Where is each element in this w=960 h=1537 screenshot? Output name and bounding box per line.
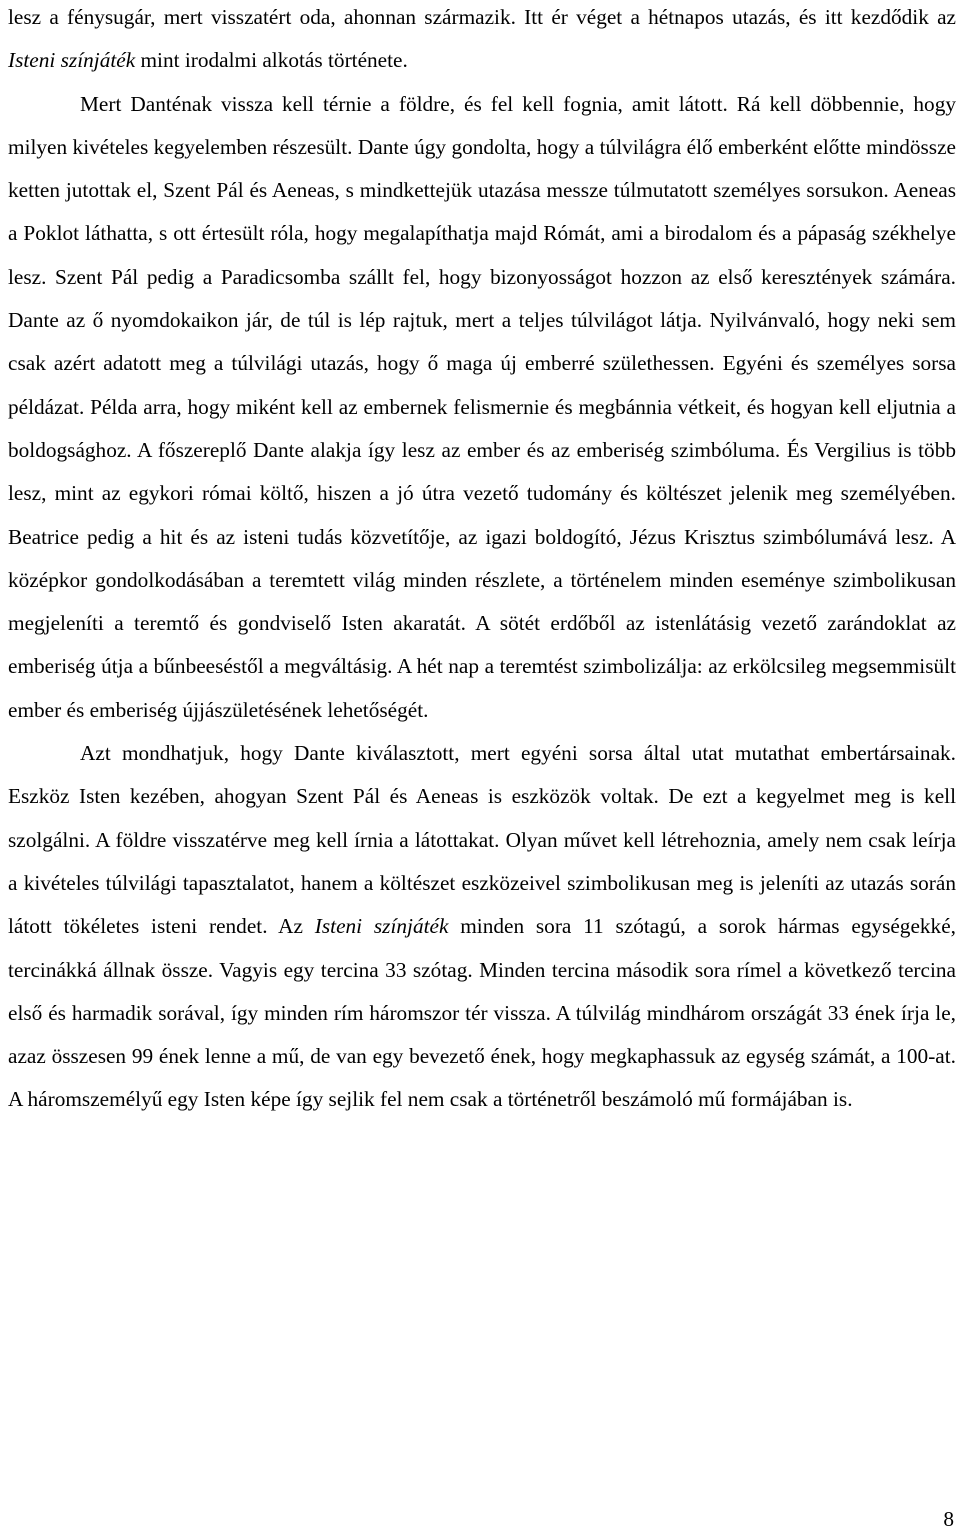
page-number: 8 (943, 1507, 954, 1531)
text-segment: Azt mondhatjuk, hogy Dante kiválasztott, mert egyéni sorsa által utat mutathat embertársainak. Eszköz Isten kezében, ahogyan Szent Pál és Aeneas is eszközök voltak. De ezt a kegyelmet meg is kell szolgálni. A földre visszatérve meg kell írnia a látottakat. Olyan művet kell létrehoznia, amely nem csak leírja a kivételes túlvilági tapasztalatot, hanem a költészet eszközeivel szimbolikusan meg is jeleníti az utazás során látott tökéletes isteni rendet. Az (8, 741, 956, 939)
text-segment: lesz a fénysugár, mert visszatért oda, ahonnan származik. Itt ér véget a hétnapos utazás, és itt kezdődik az (8, 5, 956, 29)
paragraph (8, 83, 956, 732)
paragraph (8, 732, 956, 1122)
text-segment: minden sora 11 szótagú, a sorok hármas egységekké, tercinákká állnak össze. Vagyis egy tercina 33 szótag. Minden tercina második sora rímel a következő tercina első és harmadik sorával, így minden rím háromszor tér vissza. A túlvilág mindhárom országát 33 ének írja le, azaz összesen 99 ének lenne a mű, de van egy bevezető ének, hogy megkaphassuk az egység számát, a 100-at. A háromszemélyű egy Isten képe így sejlik fel nem csak a történetről beszámoló mű formájában is. (8, 914, 956, 1112)
paragraph-continued (8, 0, 956, 83)
text-segment: mint irodalmi alkotás története. (135, 48, 408, 73)
work-title-italic: Isteni színjáték (314, 914, 449, 939)
body-text (8, 0, 956, 1122)
work-title-italic: Isteni színjáték (8, 48, 136, 73)
text-segment: Mert Danténak vissza kell térnie a földre, és fel kell fognia, amit látott. Rá kell döbbennie, hogy milyen kivételes kegyelemben részesült. Dante úgy gondolta, hogy a túlvilágra élő emberként előtte mindössze ketten jutottak el, Szent Pál és Aeneas, s mindkettejük utazása messze túlmutatott személyes sorsukon. Aeneas a Poklot láthatta, s ott értesült róla, hogy megalapíthatja majd Rómát, ami a birodalom és a pápaság székhelye lesz. Szent Pál pedig a Paradicsomba szállt fel, hogy bizonyosságot hozzon az első keresztények számára. Dante az ő nyomdokaikon jár, de túl is lép rajtuk, mert a teljes túlvilágot látja. Nyilvánvaló, hogy neki sem csak azért adatott meg a túlvilági utazás, hogy ő maga új emberré születhessen. Egyéni és személyes sorsa példázat. Példa arra, hogy miként kell az embernek felismernie és megbánnia vétkeit, és hogyan kell eljutnia a boldogsághoz. A főszereplő Dante alakja így lesz az ember és az emberiség szimbóluma. És Vergilius is több lesz, mint az egykori római költő, hiszen a jó útra vezető tudomány és költészet jelenik meg személyében. Beatrice pedig a hit és az isteni tudás közvetítője, az igazi boldogító, Jézus Krisztus szimbólumává lesz. A középkor gondolkodásában a teremtett világ minden részlete, a történelem minden eseménye szimbolikusan megjeleníti a teremtő és gondviselő Isten akaratát. A sötét erdőből az istenlátásig vezető zarándoklat az emberiség útja a bűnbeeséstől a megváltásig. A hét nap a teremtést szimbolizálja: az erkölcsileg megsemmisült ember és emberiség újjászületésének lehetőségét. (8, 91, 956, 722)
